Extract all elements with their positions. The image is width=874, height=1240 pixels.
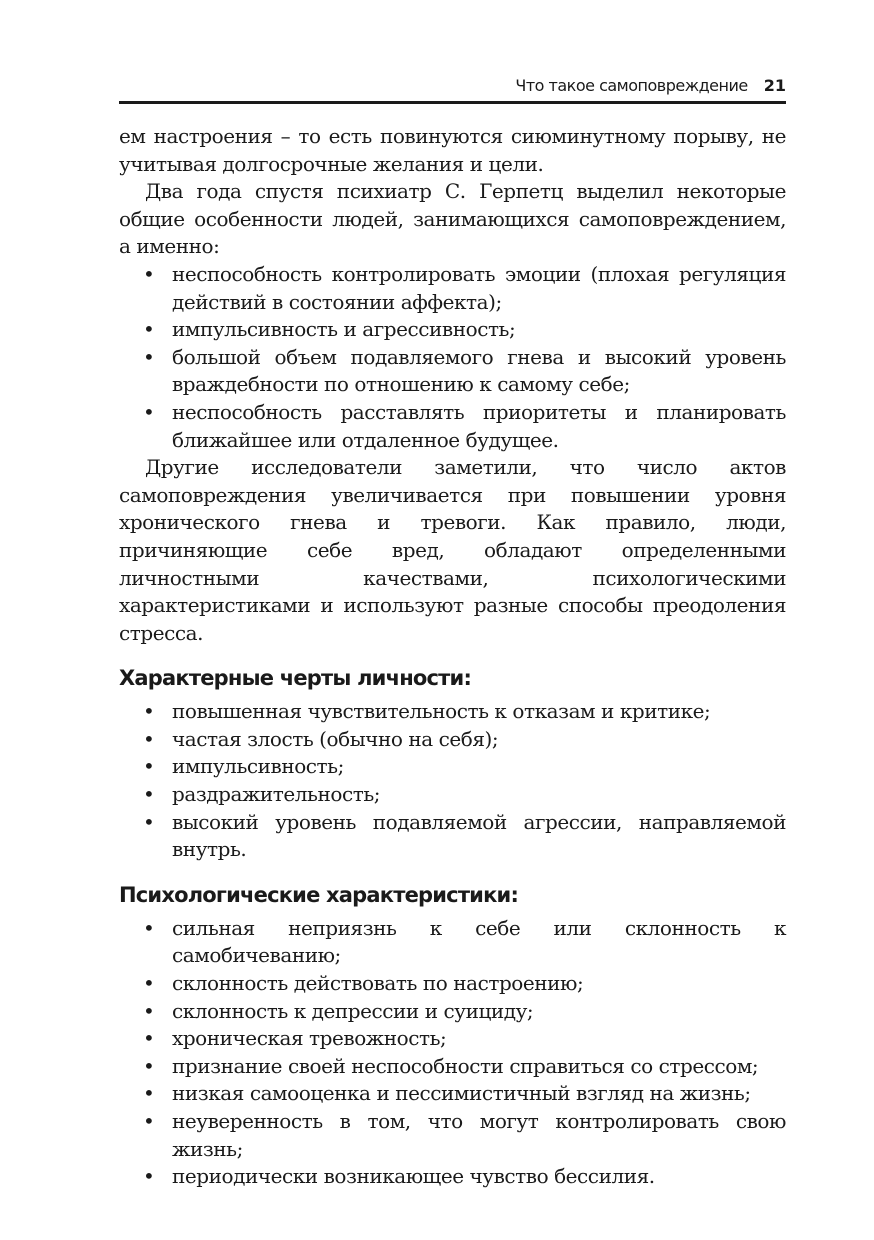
bullet-icon: •: [143, 699, 155, 724]
bullet-icon: •: [143, 399, 155, 424]
list-item: [119, 781, 786, 809]
list-item: [119, 1163, 786, 1191]
list-item-text: высокий уровень подавляемой агрессии, направляемой внутрь.: [172, 809, 786, 862]
book-page: [119, 74, 786, 1191]
gerpetz-paragraph: Два года спустя психиатр С. Герпетц выделил некоторые общие особенности людей, занимающихся самоповреждением, а именно:: [119, 179, 786, 259]
list-item-text: сильная неприязнь к себе или склонность к самобичеванию;: [172, 915, 786, 968]
list-item: [119, 399, 786, 454]
gerpetz-features-list: [119, 261, 786, 454]
list-item-text: импульсивность и агрессивность;: [172, 317, 516, 342]
personality-heading: Характерные черты личности:: [119, 666, 472, 691]
bullet-icon: •: [143, 1053, 155, 1078]
bullet-icon: •: [143, 1081, 155, 1106]
bullet-icon: •: [143, 915, 155, 940]
researchers-paragraph: Другие исследователи заметили, что число актов самоповреждения увеличивается при повышении уровня хронического гнева и тревоги. Как правило, люди, причиняющие себе вред, обладают определенными личностными качествами, психологическими характеристиками и используют разные способы преодоления стресса.: [119, 455, 786, 645]
bullet-icon: •: [143, 809, 155, 834]
bullet-icon: •: [143, 1164, 155, 1189]
list-item: [119, 998, 786, 1026]
list-item: [119, 809, 786, 864]
list-item-text: неспособность контролировать эмоции (плохая регуляция действий в состоянии аффекта);: [172, 261, 786, 314]
list-item: [119, 753, 786, 781]
list-item-text: частая злость (обычно на себя);: [172, 726, 499, 751]
list-item-text: склонность действовать по настроению;: [172, 971, 584, 996]
personality-traits-list: [119, 698, 786, 864]
psychological-heading: Психологические характеристики:: [119, 882, 519, 907]
list-item: [119, 344, 786, 399]
list-item: [119, 970, 786, 998]
bullet-icon: •: [143, 754, 155, 779]
list-item: [119, 1108, 786, 1163]
list-item: [119, 316, 786, 344]
bullet-icon: •: [143, 1109, 155, 1133]
list-item-text: неуверенность в том, что могут контролировать свою жизнь;: [172, 1109, 786, 1161]
continuation-paragraph: ем настроения – то есть повинуются сиюминутному порыву, не учитывая долгосрочные желания и цели.: [119, 124, 786, 176]
list-item-text: большой объем подавляемого гнева и высокий уровень враждебности по отношению к самому себе;: [172, 344, 786, 397]
bullet-icon: •: [143, 998, 155, 1023]
bullet-icon: •: [143, 344, 155, 369]
list-item-text: неспособность расставлять приоритеты и планировать ближайшее или отдаленное будущее.: [172, 399, 786, 452]
page-body: [119, 123, 786, 1191]
running-header-title: Что такое самоповреждение: [515, 76, 748, 95]
bullet-icon: •: [143, 1026, 155, 1051]
list-item: [119, 1025, 786, 1053]
list-item-text: повышенная чувствительность к отказам и критике;: [172, 699, 711, 724]
psychological-characteristics-list: [119, 915, 786, 1191]
list-item-text: склонность к депрессии и суициду;: [172, 998, 534, 1023]
list-item: [119, 915, 786, 970]
bullet-icon: •: [143, 726, 155, 751]
list-item: [119, 698, 786, 726]
bullet-icon: •: [143, 971, 155, 996]
bullet-icon: •: [143, 317, 155, 342]
list-item: [119, 261, 786, 316]
bullet-icon: •: [143, 782, 155, 807]
list-item-text: раздражительность;: [172, 782, 381, 807]
running-header: [119, 74, 786, 104]
list-item: [119, 726, 786, 754]
list-item: [119, 1053, 786, 1081]
list-item-text: периодически возникающее чувство бессилия.: [172, 1164, 655, 1189]
bullet-icon: •: [143, 261, 155, 286]
list-item-text: импульсивность;: [172, 754, 344, 779]
list-item-text: низкая самооценка и пессимистичный взгляд на жизнь;: [172, 1081, 751, 1106]
list-item-text: хроническая тревожность;: [172, 1026, 447, 1051]
list-item-text: признание своей неспособности справиться со стрессом;: [172, 1053, 759, 1078]
list-item: [119, 1080, 786, 1108]
page-number: 21: [763, 76, 786, 95]
